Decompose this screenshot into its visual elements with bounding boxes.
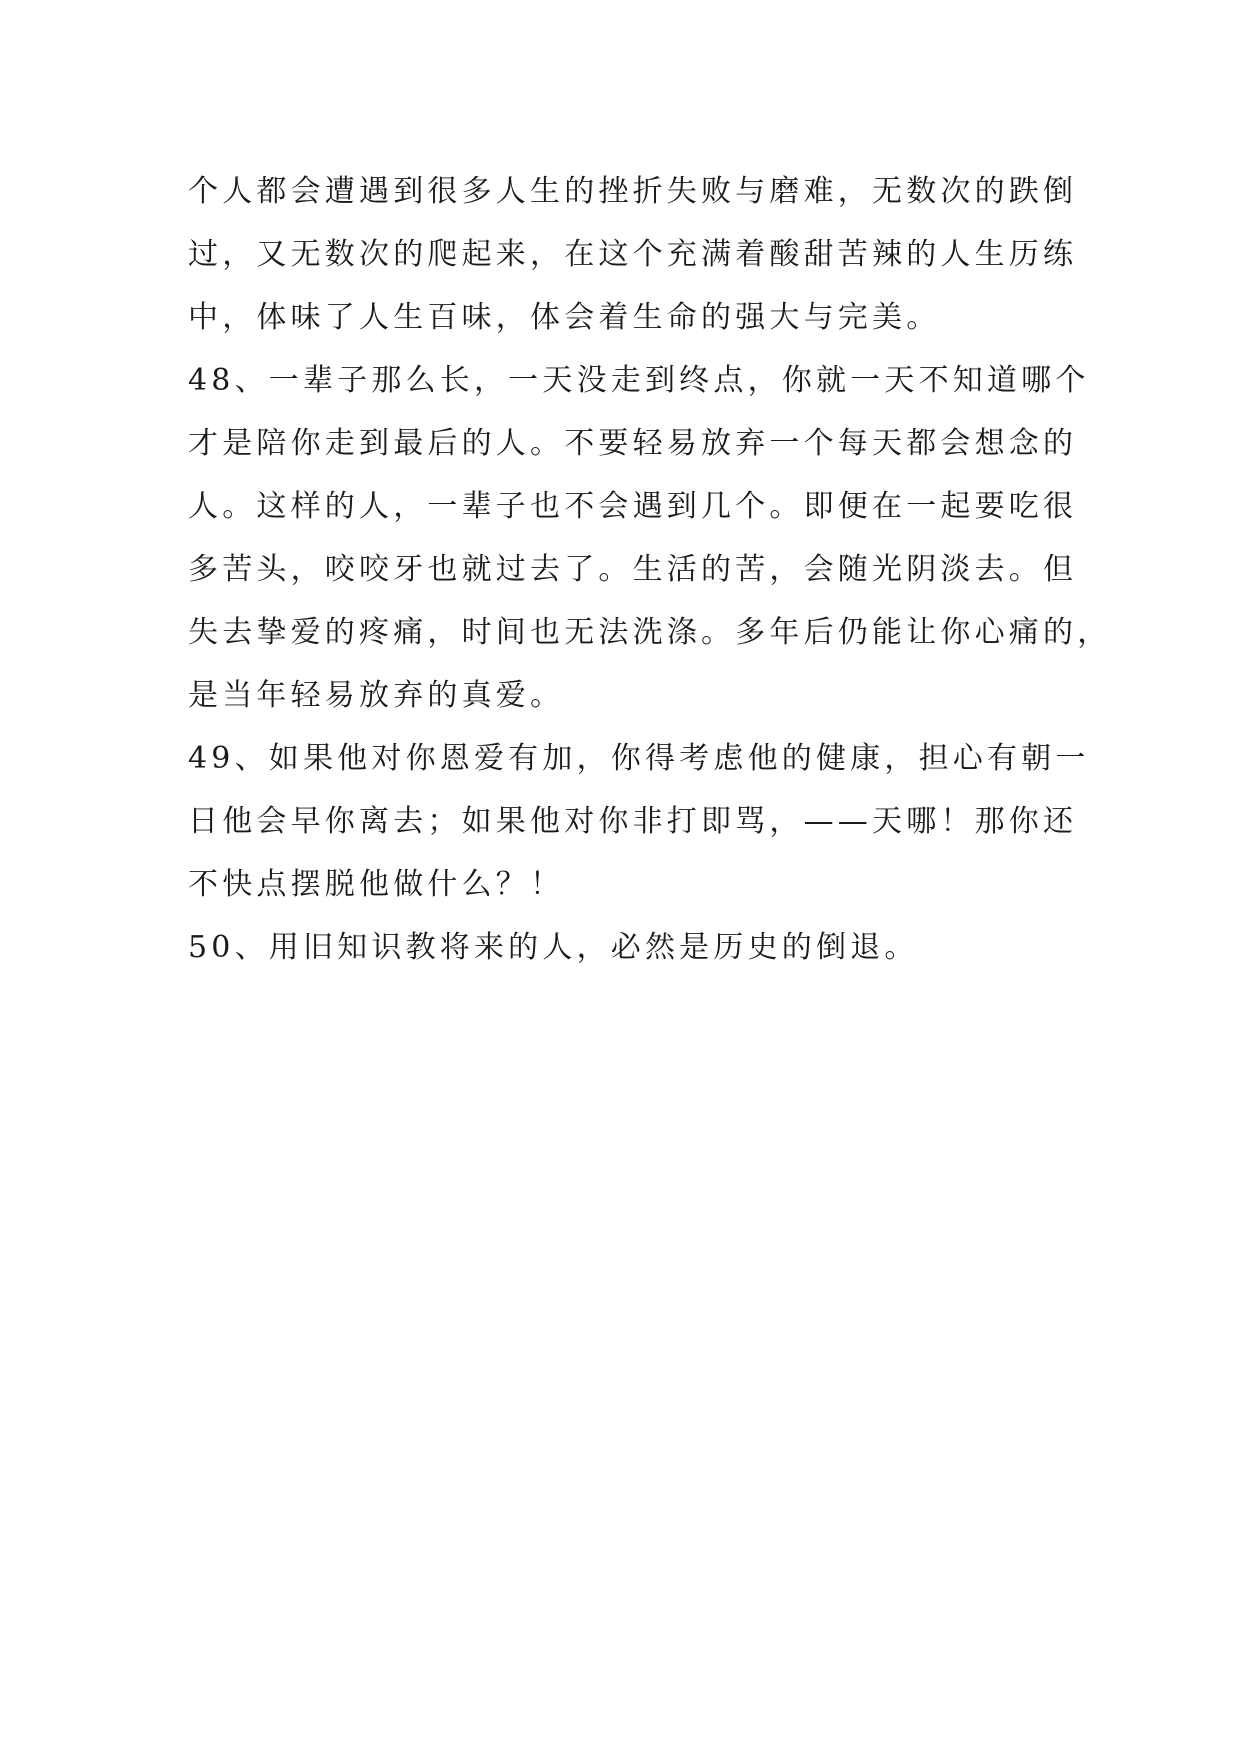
text-line: 是当年轻易放弃的真爱。: [188, 678, 565, 713]
text-line: 50、用旧知识教将来的人，必然是历史的倒退。: [188, 930, 919, 965]
document-body: [188, 160, 1112, 979]
text-line: 多苦头，咬咬牙也就过去了。生活的苦，会随光阴淡去。但: [188, 552, 1078, 587]
text-line: 48、一辈子那么长，一天没走到终点，你就一天不知道哪个: [188, 363, 1090, 398]
text-line: 过，又无数次的爬起来，在这个充满着酸甜苦辣的人生历练: [188, 237, 1078, 272]
text-line: 49、如果他对你恩爱有加，你得考虑他的健康，担心有朝一: [188, 741, 1090, 776]
text-line: 日他会早你离去；如果他对你非打即骂，——天哪！那你还: [188, 804, 1078, 839]
text-line: 失去挚爱的疼痛，时间也无法洗涤。多年后仍能让你心痛的，: [188, 615, 1112, 650]
text-line: 人。这样的人，一辈子也不会遇到几个。即便在一起要吃很: [188, 489, 1078, 524]
text-line: 中，体味了人生百味，体会着生命的强大与完美。: [188, 300, 941, 335]
text-line: 个人都会遭遇到很多人生的挫折失败与磨难，无数次的跌倒: [188, 174, 1078, 209]
text-line: 不快点摆脱他做什么？！: [188, 867, 565, 902]
text-line: 才是陪你走到最后的人。不要轻易放弃一个每天都会想念的: [188, 426, 1078, 461]
